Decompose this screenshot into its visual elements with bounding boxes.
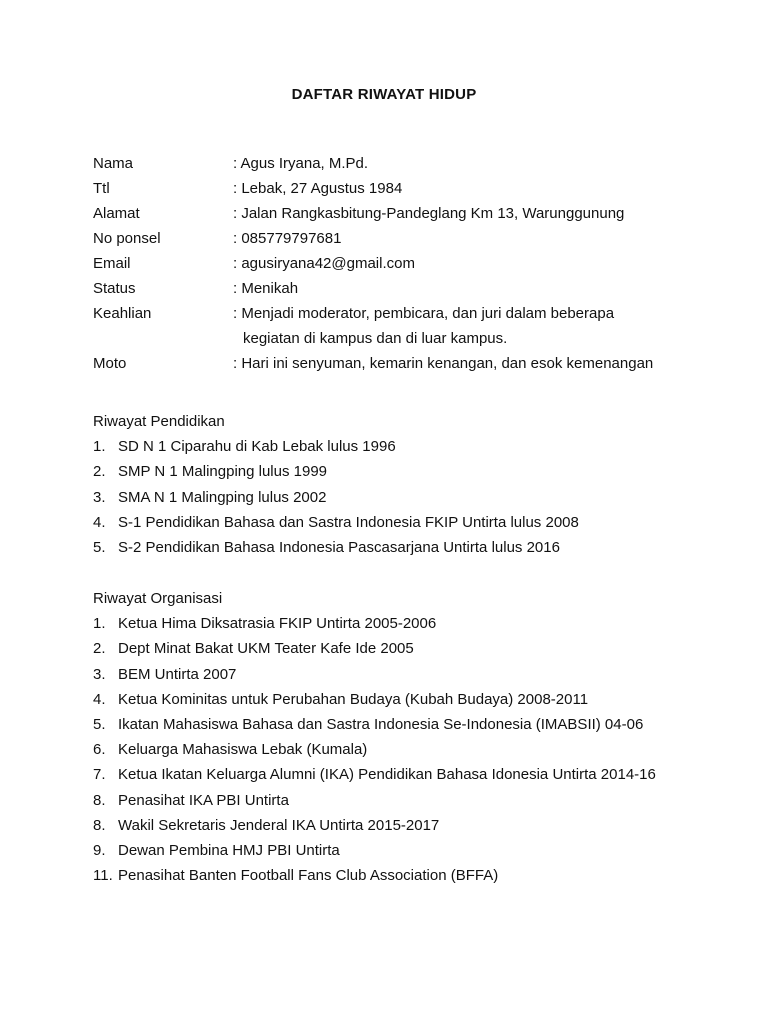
bio-value-continuation: kegiatan di kampus dan di luar kampus. [243,330,508,347]
organization-section [93,586,733,888]
list-text: S-1 Pendidikan Bahasa dan Sastra Indonesia FKIP Untirta lulus 2008 [118,513,579,531]
bio-row-moto [93,351,733,376]
list-text: Dewan Pembina HMJ PBI Untirta [118,842,340,860]
list-item [93,510,733,535]
list-text: S-2 Pendidikan Bahasa Indonesia Pascasarjana Untirta lulus 2016 [118,539,560,557]
list-number: 3. [93,488,106,506]
list-number: 11. [93,867,113,885]
list-text: Keluarga Mahasiswa Lebak (Kumala) [118,741,368,759]
list-number: 4. [93,690,106,708]
bio-label: Keahlian [93,305,152,322]
bio-label: Alamat [93,205,140,222]
bio-value: : Agus Iryana, M.Pd. [233,155,369,172]
list-item [93,788,733,813]
bio-label: Ttl [93,180,110,197]
list-item [93,485,733,510]
bio-label: Nama [93,155,134,172]
list-number: 1. [93,438,106,456]
list-item [93,863,733,888]
bio-row-status [93,276,733,301]
document-title: DAFTAR RIWAYAT HIDUP [291,86,477,103]
list-item [93,687,733,712]
bio-value: : agusiryana42@gmail.com [233,255,415,272]
list-item [93,813,733,838]
list-number: 8. [93,791,106,809]
list-item [93,434,733,459]
list-item [93,636,733,661]
section-heading: Riwayat Organisasi [93,590,223,607]
personal-info [93,151,733,376]
list-number: 4. [93,513,106,531]
list-number: 1. [93,615,106,633]
list-number: 6. [93,741,106,759]
bio-value: : Jalan Rangkasbitung-Pandeglang Km 13, Warunggunung [233,205,625,222]
list-text: Wakil Sekretaris Jenderal IKA Untirta 2015-2017 [118,816,440,834]
bio-label: Email [93,255,131,272]
list-text: Dept Minat Bakat UKM Teater Kafe Ide 2005 [118,640,414,658]
list-text: BEM Untirta 2007 [118,665,237,683]
bio-value-line: : Menjadi moderator, pembicara, dan juri dalam beberapa [233,305,615,322]
list-text: SD N 1 Ciparahu di Kab Lebak lulus 1996 [118,438,396,456]
organization-list [93,611,733,888]
bio-row-email [93,251,733,276]
bio-value: : 085779797681 [233,230,342,247]
list-item [93,712,733,737]
section-heading: Riwayat Pendidikan [93,413,225,430]
bio-value-multiline [233,301,733,351]
bio-label: Moto [93,355,127,372]
list-item [93,838,733,863]
list-number: 8. [93,816,106,834]
bio-label: No ponsel [93,230,161,247]
list-item [93,535,733,560]
list-text: Ketua Hima Diksatrasia FKIP Untirta 2005-2006 [118,615,437,633]
list-item [93,762,733,787]
bio-row-no-ponsel [93,226,733,251]
list-text: Penasihat IKA PBI Untirta [118,791,289,809]
bio-label: Status [93,280,136,297]
list-number: 3. [93,665,106,683]
list-text: Ikatan Mahasiswa Bahasa dan Sastra Indonesia Se-Indonesia (IMABSII) 04-06 [118,716,644,734]
list-number: 5. [93,539,106,557]
list-item [93,611,733,636]
education-section [93,409,733,560]
bio-value: : Lebak, 27 Agustus 1984 [233,180,403,197]
list-text: Ketua Ikatan Keluarga Alumni (IKA) Pendidikan Bahasa Idonesia Untirta 2014-16 [118,766,656,784]
bio-value: : Hari ini senyuman, kemarin kenangan, dan esok kemenangan [233,355,654,372]
bio-row-nama [93,151,733,176]
bio-row-ttl [93,176,733,201]
education-list [93,434,733,560]
list-text: Penasihat Banten Football Fans Club Association (BFFA) [118,867,499,885]
bio-value: : Menikah [233,280,299,297]
list-number: 7. [93,766,106,784]
list-item [93,737,733,762]
list-number: 9. [93,842,106,860]
list-text: Ketua Kominitas untuk Perubahan Budaya (Kubah Budaya) 2008-2011 [118,690,589,708]
list-item [93,662,733,687]
list-item [93,459,733,484]
list-text: SMA N 1 Malingping lulus 2002 [118,488,327,506]
list-number: 5. [93,716,106,734]
list-number: 2. [93,640,106,658]
bio-row-keahlian [93,301,733,351]
list-number: 2. [93,463,106,481]
bio-row-alamat [93,201,733,226]
list-text: SMP N 1 Malingping lulus 1999 [118,463,328,481]
